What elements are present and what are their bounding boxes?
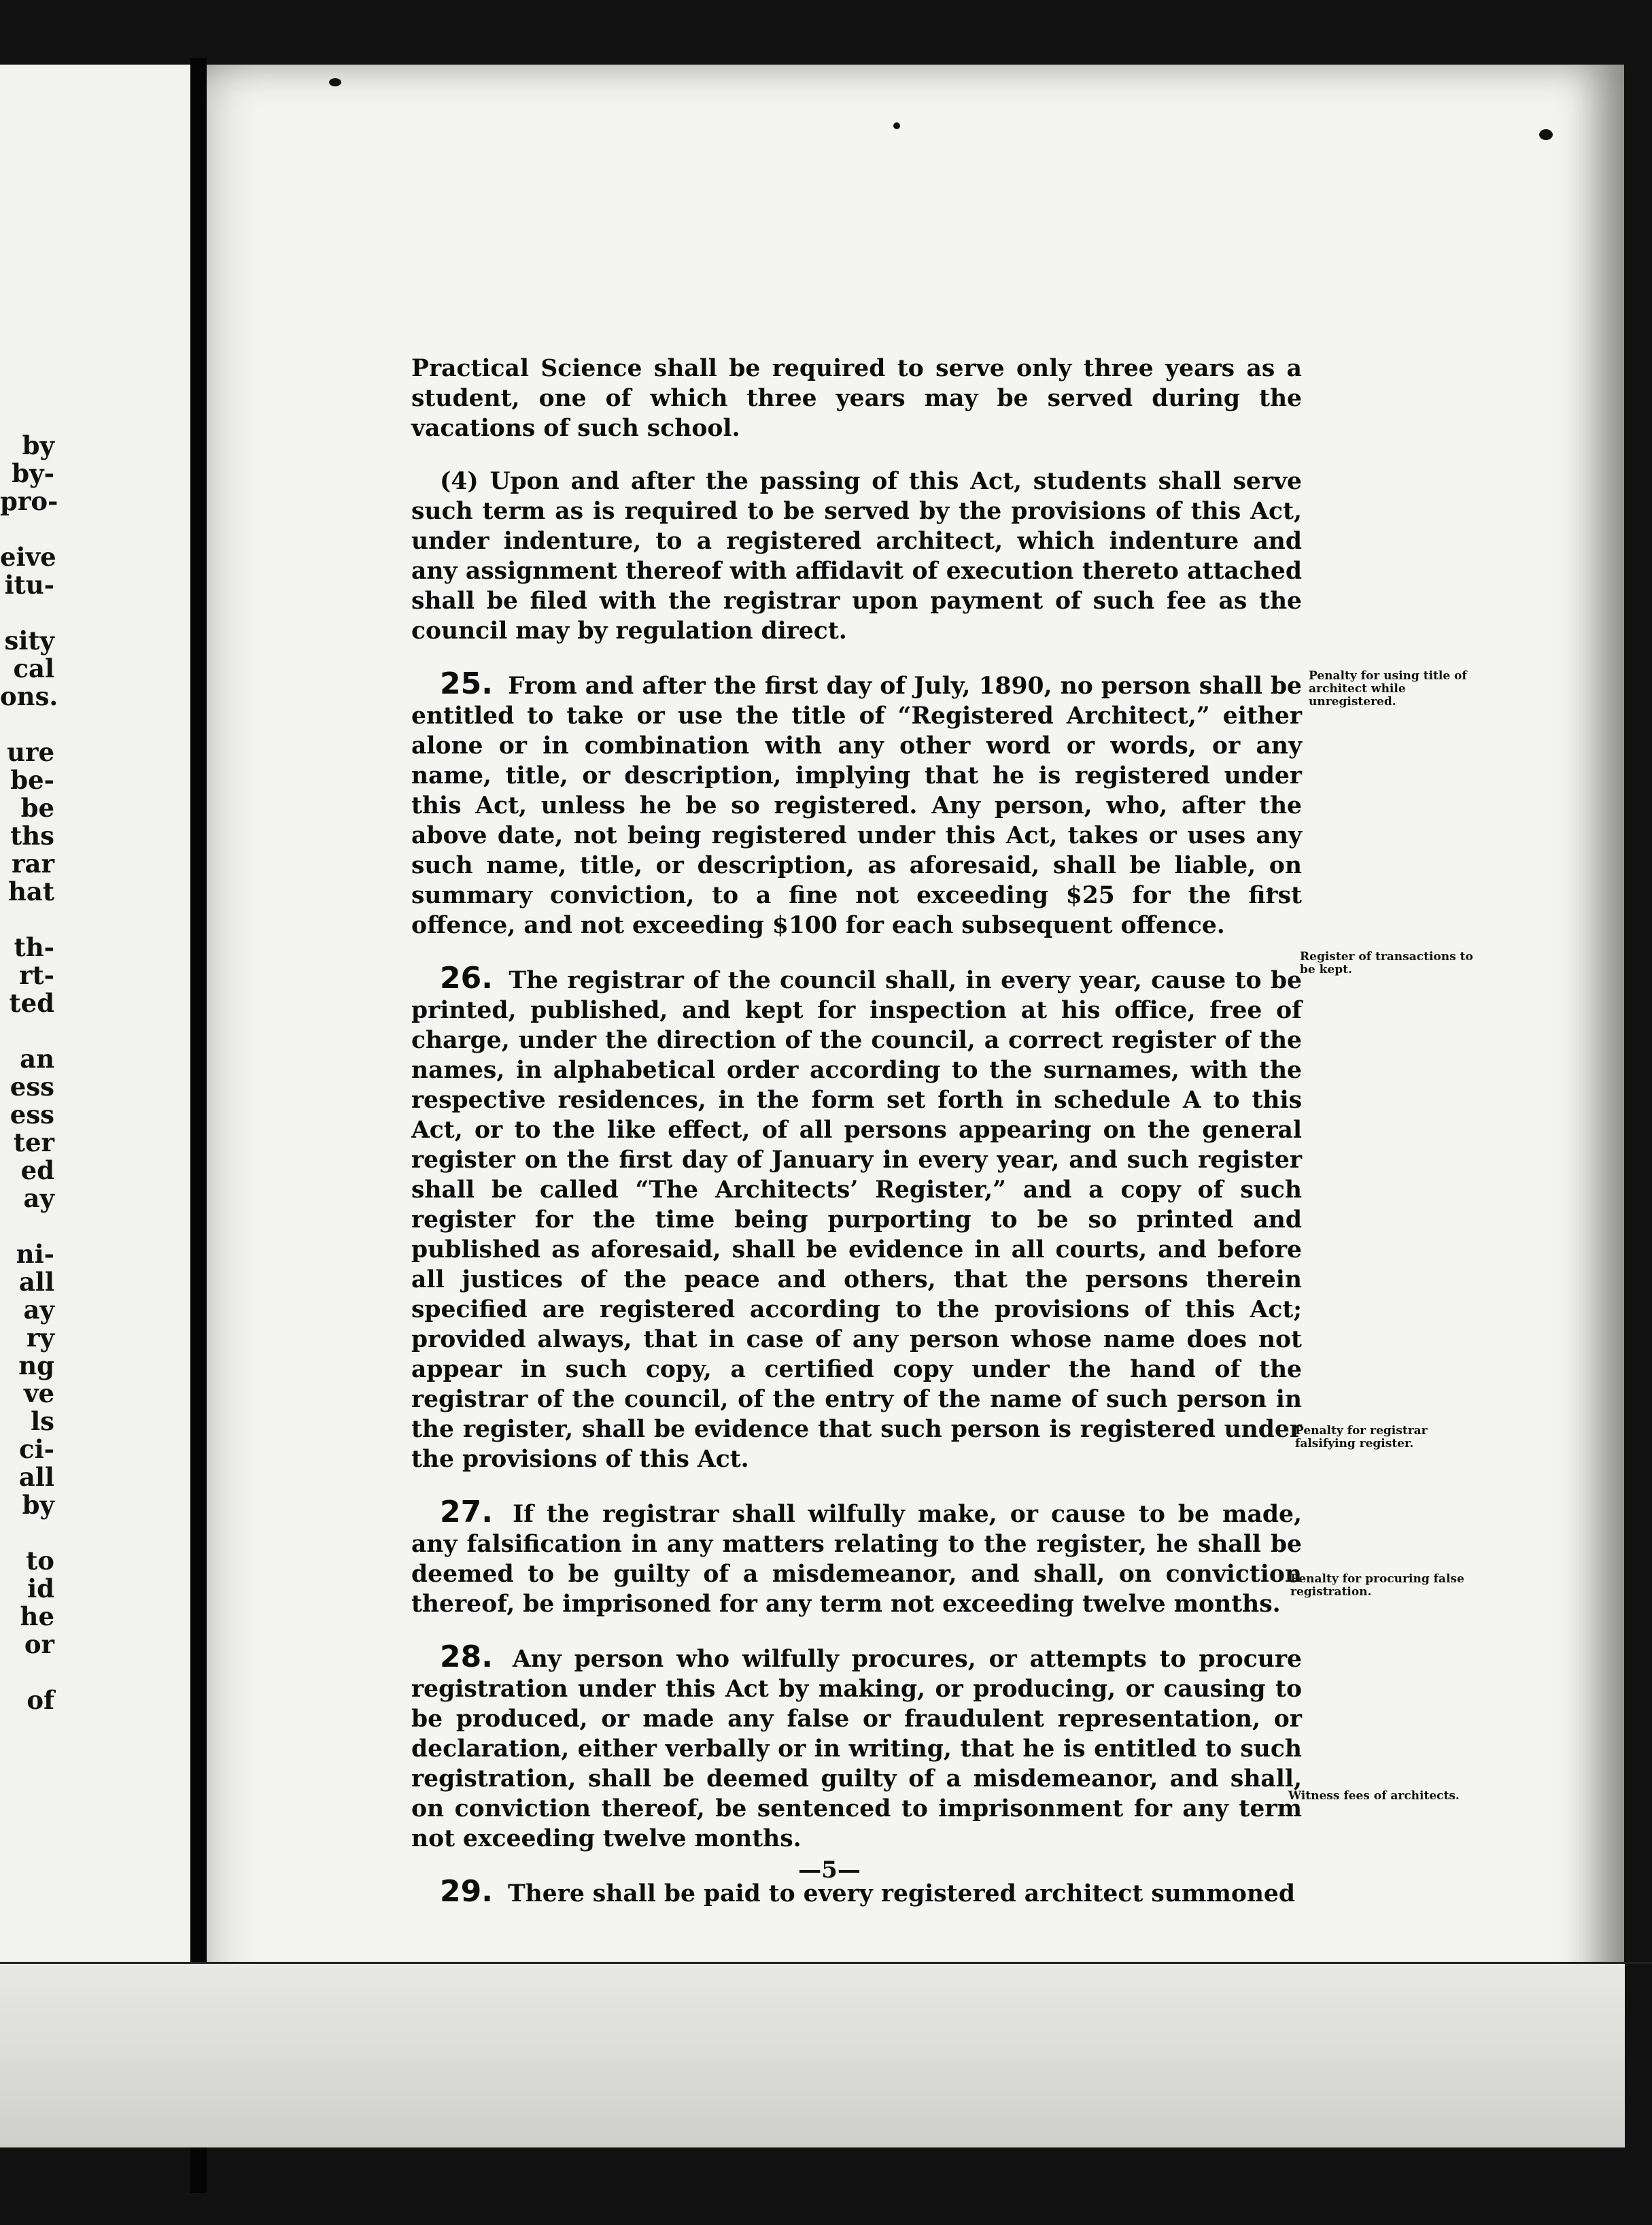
fragment [0,1212,54,1240]
fragment [0,599,54,627]
fragment: hat [8,877,54,906]
paragraph-text: (4) Upon and after the passing of this Act, students shall serve such term as is required to be served by the provisions of this Act, under indenture, to a registered architect, which indenture and any assignment thereof with affidavit of execution thereto attached shall be filed with the registrar upon payment of such fee as the council may by regulation direct. [411,468,1302,645]
fragment: by [22,430,54,460]
fragment: ted [9,988,54,1018]
fragment [0,711,54,738]
fragment: sity [4,626,54,656]
section-number: 26. [440,961,493,996]
section-text: Any person who wilfully procures, or attempts to procure registration under this Act by making, or producing, or causing to be produced, or made any false or fraudulent representation, or declaration, either verbally or in writing, that he is entitled to such registration, shall be deemed guilty of a misdemeanor, and shall, on conviction thereof, be sentenced to imprisonment for any term not exceeding twelve months. [411,1646,1302,1852]
fragment: rt- [19,960,54,990]
fragment: ng [18,1351,54,1380]
fragment: itu- [4,570,54,600]
fragment: ess [10,1100,54,1130]
fragment: ls [31,1406,54,1436]
fragment: ay [23,1183,54,1213]
paragraph-continuation [411,354,1302,443]
section-text: From and after the first day of July, 1890, no person shall be entitled to take or use the title of “Registered Architect,” either alone or in combination with any other word or words, or any name, title, or description, implying that he is registered under this Act, unless he be so registered. Any person, who, after the above date, not being registered under this Act, takes or uses any such name, title, or description, as aforesaid, shall be liable, on summary conviction, to a fine not exceeding $25 for the first offence, and not exceeding $100 for each subsequent offence. [411,673,1302,939]
section-number: 29. [440,1874,493,1909]
fragment: id [27,1574,54,1603]
body-text [411,354,1302,1932]
fragment: ess [10,1072,54,1102]
section-26 [411,961,1302,1474]
paragraph-clause-4 [411,466,1302,646]
fragment: th- [14,932,54,962]
previous-page-edge [0,65,196,1962]
fragment: by [22,1490,54,1520]
ink-speck [1539,129,1553,140]
fragment: ter [13,1127,54,1157]
fragment [0,515,54,543]
fragment: by- [12,458,54,488]
fragment: cal [13,653,54,683]
section-28 [411,1642,1302,1854]
fragment: he [20,1601,54,1631]
fragment: ry [27,1323,54,1353]
paragraph-text: Practical Science shall be required to serve only three years as a student, one of which three years may be served during the vacations of such school. [411,355,1302,442]
fragment: ni- [16,1239,54,1269]
fragment: an [20,1044,54,1074]
fragment: ure [7,737,54,767]
scanner-plate [0,1964,1625,2147]
margin-note-section-25: Penalty for using title of architect while unregistered. [1309,669,1467,709]
section-text: There shall be paid to every registered architect summoned [507,1880,1296,1907]
section-text: The registrar of the council shall, in every year, cause to be printed, published, and kept for inspection at his office, free of charge, under the direction of the council, a correct register of the names, in alphabetical order according to the surnames, with the respective residences, in the form set forth in schedule A to this Act, or to the like effect, of all persons appearing on the general register on the first day of January in every year, and such register shall be called “The Architects’ Register,” and a copy of such register for the time being purporting to be so printed and published as aforesaid, shall be evidence in all courts, and before all justices of the peace and others, that the persons therein specified are registered according to the provisions of this Act; provided always, that in case of any person whose name does not appear in such copy, a certified copy under the hand of the registrar of the council, of the entry of the name of such person in the register, shall be evidence that such person is registered under the provisions of this Act. [411,967,1302,1473]
section-25 [411,666,1302,940]
section-number: 28. [440,1640,493,1674]
section-27 [411,1497,1302,1619]
fragment: to [26,1546,54,1576]
fragment: all [18,1462,54,1492]
fragment: ve [23,1378,54,1408]
binding-gutter [190,58,207,2193]
fragment: all [18,1267,54,1297]
section-number: 25. [440,666,493,701]
section-number: 27. [440,1495,493,1529]
section-text: If the registrar shall wilfully make, or cause to be made, any falsification in any matters relating to the register, he shall be deemed to be guilty of a misdemeanor, and shall, on conviction thereof, be imprisoned for any term not exceeding twelve months. [411,1501,1302,1618]
fragment: pro- [0,486,58,516]
margin-note-section-29: Witness fees of architects. [1288,1789,1460,1803]
fragment: be- [10,765,54,795]
margin-note-section-26: Register of transactions to be kept. [1300,950,1473,976]
fragment: of [27,1685,54,1715]
fragment: ay [23,1295,54,1325]
fragment: ons. [0,681,58,711]
page-number: —5— [798,1856,861,1884]
ink-speck [329,78,341,86]
fragment: eive [0,542,56,572]
fragment: ed [20,1155,54,1185]
fragment [0,1519,54,1547]
previous-page-fragments [0,430,58,1715]
fragment: ths [10,821,54,851]
margin-note-section-28: Penalty for procuring false registration. [1290,1572,1464,1599]
fragment: ci- [19,1434,54,1464]
fragment: or [24,1629,54,1659]
fragment [0,906,54,934]
fragment: rar [12,849,54,879]
ink-speck [893,122,900,129]
fragment [0,1017,54,1045]
fragment: be [20,793,54,823]
margin-note-section-27: Penalty for registrar falsifying register. [1295,1424,1428,1450]
fragment [0,1659,54,1686]
